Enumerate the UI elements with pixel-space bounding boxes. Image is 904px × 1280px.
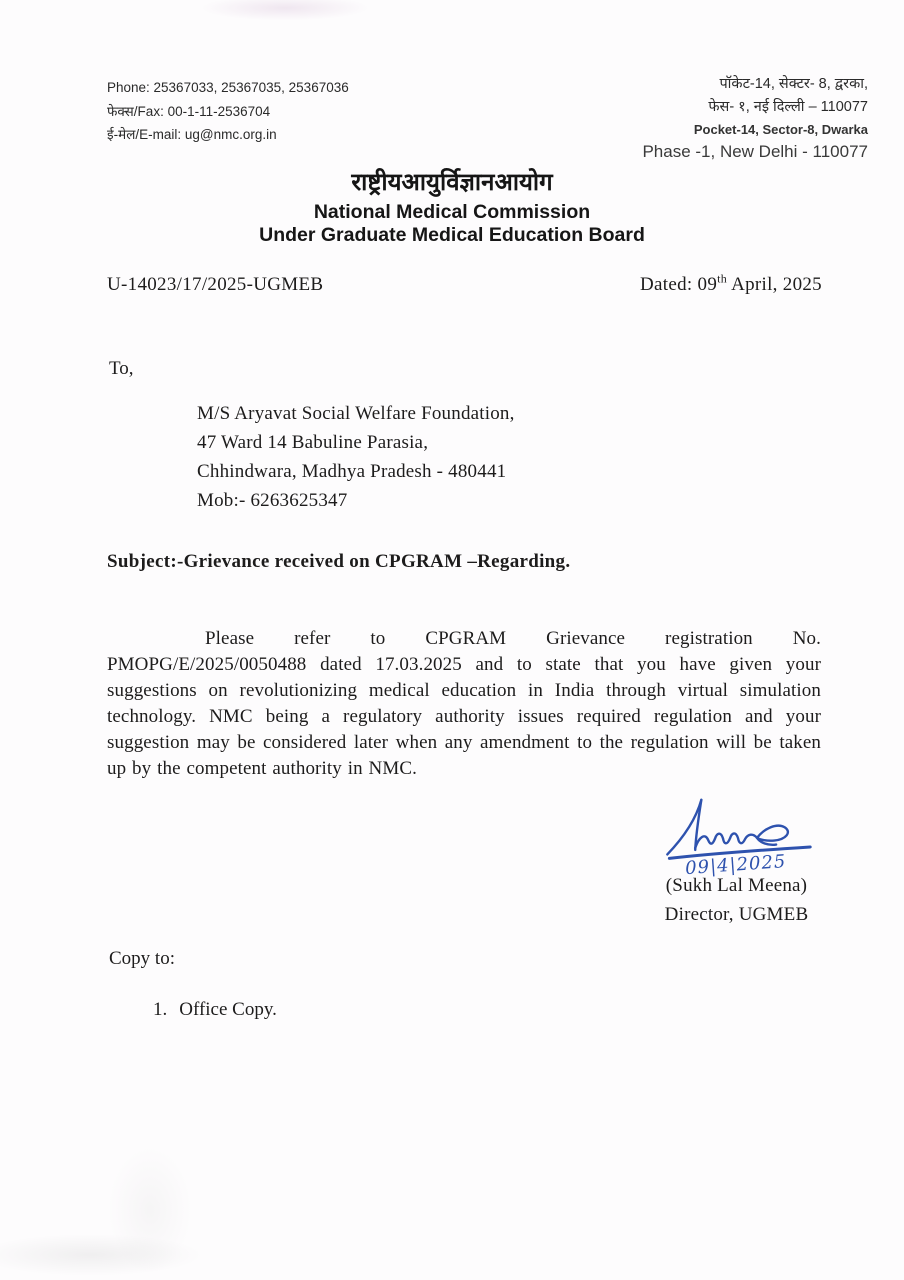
letter-body-paragraph: Please refer to CPGRAM Grievance registration No. PMOPG/E/2025/0050488 dated 17.03.2025 and to state that you have given your suggestions on revolutionizing medical education in India through virtual simulation technology. NMC being a regulatory authority issues required regulation and your suggestion may be considered later when any amendment to the regulation will be taken up by the competent authority in NMC.	[107, 628, 821, 779]
recipient-line: M/S Aryavat Social Welfare Foundation,	[197, 403, 515, 424]
letterhead-title-block	[0, 168, 904, 247]
signatory-designation: Director, UGMEB	[664, 903, 809, 925]
copy-item-number: 1.	[153, 999, 168, 1020]
contact-info-block	[107, 76, 349, 147]
signature-ink	[654, 791, 846, 882]
recipient-line: Chhindwara, Madhya Pradesh - 480441	[197, 461, 507, 482]
subject-line: Subject:-Grievance received on CPGRAM –Regarding.	[107, 551, 571, 572]
org-title-hindi: राष्ट्रीयआयुर्विज्ञानआयोग	[351, 170, 553, 196]
letter-date: Dated: 09th April, 2025	[640, 271, 822, 295]
phone-line: Phone: 25367033, 25367035, 25367036	[107, 80, 349, 95]
signature-handwritten-date: 09|4|2025	[684, 851, 788, 880]
reference-row	[107, 271, 822, 296]
fax-line: फेक्स/Fax: 00-1-11-2536704	[107, 103, 271, 119]
recipient-address-block	[197, 399, 515, 515]
copy-list-item	[153, 999, 277, 1021]
org-subtitle-english: Under Graduate Medical Education Board	[259, 224, 645, 246]
signatory-name: (Sukh Lal Meena)	[665, 875, 808, 896]
email-line: ई-मेल/E-mail: ug@nmc.org.in	[107, 127, 277, 142]
office-address-block	[642, 73, 868, 163]
date-ordinal-superscript: th	[717, 271, 728, 286]
recipient-line: 47 Ward 14 Babuline Parasia,	[197, 432, 429, 453]
address-hindi-line-1: पॉकेट-14, सेक्टर- 8, द्वरका,	[719, 76, 868, 92]
recipient-line: Mob:- 6263625347	[197, 490, 348, 511]
reference-number: U-14023/17/2025-UGMEB	[107, 274, 324, 295]
address-english-line-2: Phase -1, New Delhi - 110077	[642, 142, 868, 161]
address-hindi-line-2: फेस- १, नई दिल्ली – 110077	[708, 99, 868, 115]
copy-to-label: Copy to:	[109, 948, 175, 969]
org-title-english: National Medical Commission	[313, 201, 591, 223]
salutation: To,	[109, 358, 134, 379]
address-english-line-1: Pocket-14, Sector-8, Dwarka	[693, 122, 868, 137]
copy-item-text: Office Copy.	[179, 999, 277, 1020]
signature-scribble	[695, 833, 757, 848]
signature-end-loop	[757, 826, 788, 846]
signatory-block	[649, 872, 824, 929]
